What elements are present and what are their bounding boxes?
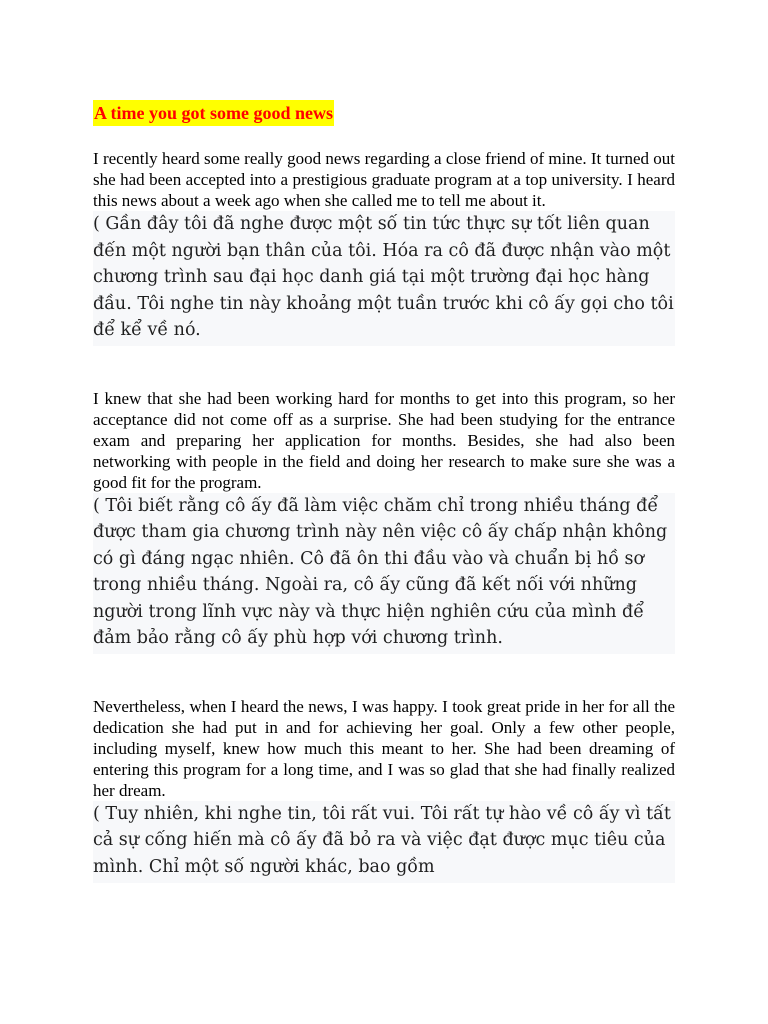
section-2 [93, 388, 675, 654]
vietnamese-translation-1: ( Gần đây tôi đã nghe được một số tin tức thực sự tốt liên quan đến một người bạn thân của tôi. Hóa ra cô đã được nhận vào một chương trình sau đại học danh giá tại một trường đại học hàng đầu. Tôi nghe tin này khoảng một tuần trước khi cô ấy gọi cho tôi để kể về nó. [93, 211, 675, 346]
english-paragraph-3: Nevertheless, when I heard the news, I was happy. I took great pride in her for all the dedication she had put in and for achieving her goal. Only a few other people, including myself, knew how much this meant to her. She had been dreaming of entering this program for a long time, and I was so glad that she had finally realized her dream. [93, 696, 675, 800]
vietnamese-translation-3: ( Tuy nhiên, khi nghe tin, tôi rất vui. Tôi rất tự hào về cô ấy vì tất cả sự cống hiến mà cô ấy đã bỏ ra và việc đạt được mục tiêu của mình. Chỉ một số người khác, bao gồm [93, 801, 675, 883]
vietnamese-translation-2: ( Tôi biết rằng cô ấy đã làm việc chăm chỉ trong nhiều tháng để được tham gia chương trình này nên việc cô ấy chấp nhận không có gì đáng ngạc nhiên. Cô đã ôn thi đầu vào và chuẩn bị hồ sơ trong nhiều tháng. Ngoài ra, cô ấy cũng đã kết nối với những người trong lĩnh vực này và thực hiện nghiên cứu của mình để đảm bảo rằng cô ấy phù hợp với chương trình. [93, 493, 675, 654]
document-page [93, 100, 675, 883]
section-3 [93, 696, 675, 883]
section-1 [93, 148, 675, 346]
document-title: A time you got some good news [93, 100, 334, 126]
english-paragraph-1: I recently heard some really good news regarding a close friend of mine. It turned out she had been accepted into a prestigious graduate program at a top university. I heard this news about a week ago when she called me to tell me about it. [93, 149, 675, 210]
english-paragraph-2: I knew that she had been working hard for months to get into this program, so her acceptance did not come off as a surprise. She had been studying for the entrance exam and preparing her application for months. Besides, she had also been networking with people in the field and doing her research to make sure she was a good fit for the program. [93, 388, 675, 492]
